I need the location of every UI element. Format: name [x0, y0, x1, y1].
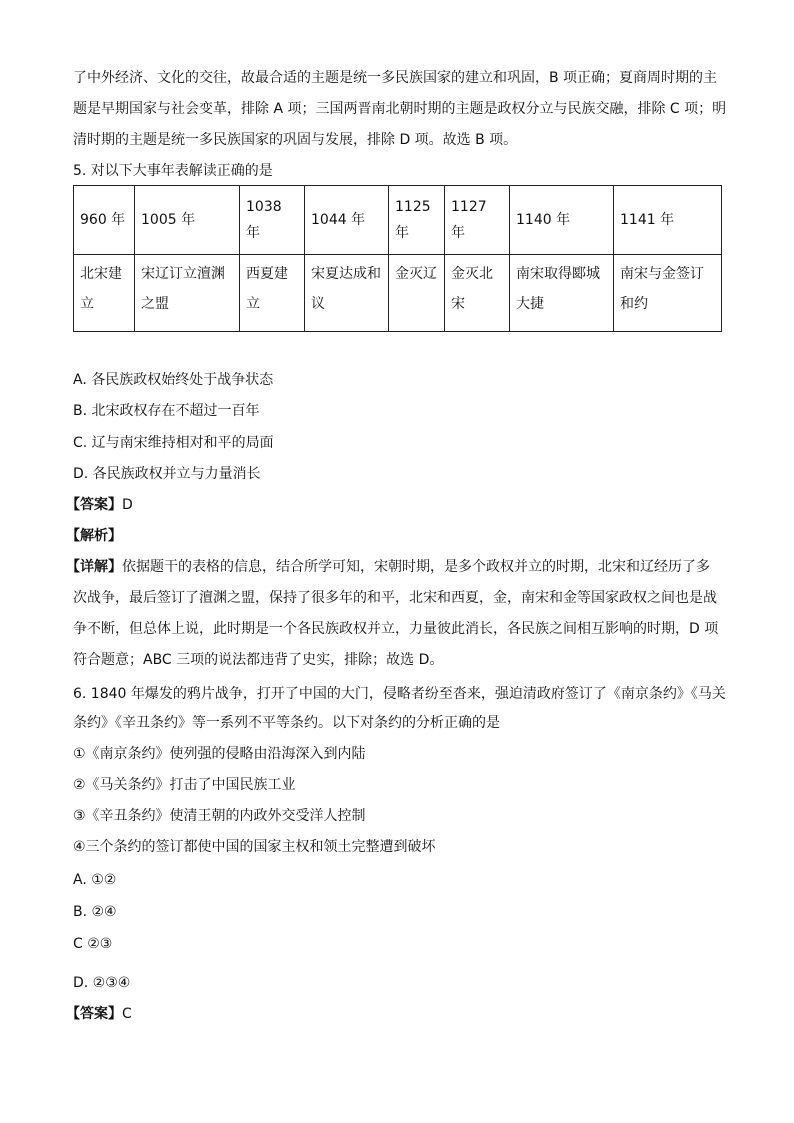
q5-answer [66, 495, 133, 515]
question-6-stem-line-1: 6. 1840 年爆发的鸦片战争，打开了中国的大门，侵略者纷至沓来，强迫清政府签订了《南京条约》《马关 [73, 686, 726, 702]
event-cell: 南宋取得郾城大捷 [510, 254, 614, 332]
answer-value: D [122, 497, 133, 513]
q6-option-c: C ②③ [73, 936, 113, 952]
event-cell: 宋辽订立澶渊之盟 [135, 254, 240, 332]
year-cell: 960 年 [74, 186, 135, 255]
year-cell: 1141 年 [614, 186, 722, 255]
year-cell: 1140 年 [510, 186, 614, 255]
event-cell: 金灭辽 [389, 254, 445, 332]
q5-detail-line-1 [66, 557, 710, 577]
prev-explanation-line-3: 清时期的主题是统一多民族国家的巩固与发展，排除 D 项。故选 B 项。 [73, 132, 518, 148]
q5-detail-line-3: 争不断，但总体上说，此时期是一个各民族政权并立，力量彼此消长，各民族之间相互影响的时期，D 项 [73, 621, 719, 637]
q6-statement-2: ②《马关条约》打击了中国民族工业 [73, 777, 296, 793]
question-6-stem-line-2: 条约》《辛丑条约》等一系列不平等条约。以下对条约的分析正确的是 [73, 715, 500, 731]
answer-label: 【答案】 [66, 1006, 122, 1022]
detail-text: 依据题干的表格的信息，结合所学可知，宋朝时期，是多个政权并立的时期，北宋和辽经历了多 [122, 559, 710, 575]
q5-option-b: B. 北宋政权存在不超过一百年 [73, 403, 260, 419]
table-row-events [74, 254, 722, 332]
q5-option-a: A. 各民族政权始终处于战争状态 [73, 372, 274, 388]
answer-label: 【答案】 [66, 497, 122, 513]
prev-explanation-line-2: 题是早期国家与社会变革，排除 A 项；三国两晋南北朝时期的主题是政权分立与民族交融，排除 C 项；明 [73, 101, 727, 117]
answer-value: C [122, 1006, 132, 1022]
year-cell: 1127 年 [445, 186, 510, 255]
year-cell: 1005 年 [135, 186, 240, 255]
q6-option-a: A. ①② [73, 872, 117, 888]
detail-label: 【详解】 [66, 559, 122, 575]
q5-option-d: D. 各民族政权并立与力量消长 [73, 466, 261, 482]
q6-answer [66, 1004, 132, 1024]
q6-statement-3: ③《辛丑条约》使清王朝的内政外交受洋人控制 [73, 808, 366, 824]
year-cell: 1044 年 [305, 186, 389, 255]
prev-explanation-line-1: 了中外经济、文化的交往，故最合适的主题是统一多民族国家的建立和巩固，B 项正确；夏商周时期的主 [73, 70, 718, 86]
q6-option-d: D. ②③④ [73, 975, 131, 991]
analysis-label: 【解析】 [66, 528, 122, 544]
table-row-years [74, 186, 722, 255]
event-cell: 金灭北宋 [445, 254, 510, 332]
question-5-stem: 5. 对以下大事年表解读正确的是 [73, 163, 273, 179]
event-cell: 西夏建立 [240, 254, 305, 332]
q5-option-c: C. 辽与南宋维持相对和平的局面 [73, 435, 274, 451]
event-cell: 北宋建立 [74, 254, 135, 332]
q5-detail-line-4: 符合题意；ABC 三项的说法都违背了史实，排除；故选 D。 [73, 652, 444, 668]
q6-statement-1: ①《南京条约》使列强的侵略由沿海深入到内陆 [73, 746, 366, 762]
chronology-table [73, 185, 722, 332]
event-cell: 宋夏达成和议 [305, 254, 389, 332]
q6-option-b: B. ②④ [73, 904, 117, 920]
event-cell: 南宋与金签订和约 [614, 254, 722, 332]
q5-analysis-label [66, 526, 122, 546]
year-cell: 1125 年 [389, 186, 445, 255]
q6-statement-4: ④三个条约的签订都使中国的国家主权和领土完整遭到破坏 [73, 839, 436, 855]
q5-detail-line-2: 次战争，最后签订了澶渊之盟，保持了很多年的和平，北宋和西夏，金，南宋和金等国家政权之间也是战 [73, 590, 717, 606]
year-cell: 1038 年 [240, 186, 305, 255]
